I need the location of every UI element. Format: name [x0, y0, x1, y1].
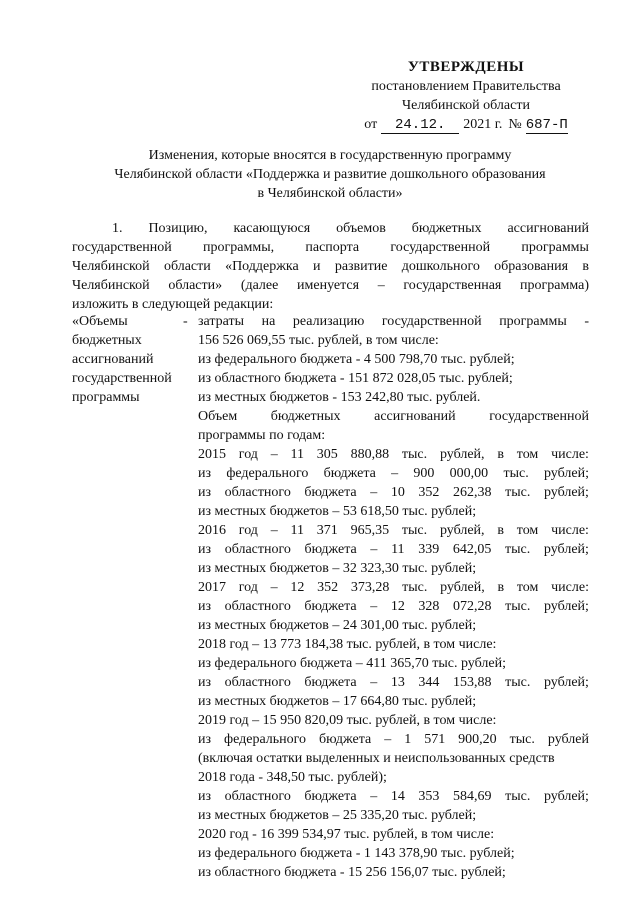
content-word: в [497, 580, 505, 595]
content-word: 373,28 [350, 580, 390, 595]
content-word: том [516, 447, 539, 462]
content-word: 10 [390, 485, 405, 500]
content-line: из местных бюджетов – 25 335,20 тыс. рублей; [198, 808, 477, 823]
content-line: из местных бюджетов – 24 301,00 тыс. рублей; [198, 618, 477, 633]
position-label [72, 312, 182, 407]
content-word: 11 [391, 542, 405, 557]
content-word: 900 [413, 466, 435, 481]
content-line: 2020 год - 16 399 534,97 тыс. рублей, в том числе: [198, 827, 495, 842]
content-word: из [198, 732, 212, 747]
approval-line-2: Челябинской области [402, 98, 530, 113]
content-word: год [238, 580, 258, 595]
content-word: – [370, 542, 378, 557]
content-word: тыс. [505, 675, 531, 690]
paragraph-word: Челябинской [72, 259, 150, 274]
content-word: федерального [226, 466, 309, 481]
paragraph-word: области [163, 259, 211, 274]
content-word: 328 [418, 599, 440, 614]
paragraph-word: государственной [72, 240, 172, 255]
document-heading [70, 146, 590, 203]
content-word: тыс. [503, 466, 529, 481]
number-sign: № [508, 117, 522, 132]
content-line [198, 730, 589, 749]
content-line: из областного бюджета - 151 872 028,05 тыс. рублей; [198, 371, 513, 386]
content-word: – [270, 523, 278, 538]
content-line [198, 464, 589, 483]
content-word: рублей; [543, 789, 589, 804]
content-word: – [370, 789, 378, 804]
paragraph-word: (далее [240, 278, 279, 293]
content-word: тыс. [505, 485, 531, 500]
content-line [198, 540, 589, 559]
content-word: 965,35 [350, 523, 390, 538]
content-word: государственной [489, 409, 589, 424]
paragraph-line-3 [72, 257, 589, 276]
content-word: 344 [418, 675, 440, 690]
content-word: рублей; [543, 466, 589, 481]
content-line: из федерального бюджета - 1 143 378,90 тыс. рублей; [198, 846, 515, 861]
content-word: рублей [547, 732, 589, 747]
approval-stamp [350, 58, 582, 134]
label-line: государственной [72, 371, 172, 386]
content-word: бюджета [304, 789, 357, 804]
content-line: 2018 года - 348,50 тыс. рублей); [198, 770, 387, 785]
content-word: 153,88 [453, 675, 492, 690]
content-word: 642,05 [452, 542, 492, 557]
content-word: 305 [316, 447, 338, 462]
content-word: – [370, 599, 378, 614]
paragraph-word: дошкольного [401, 259, 480, 274]
content-word: тыс. [509, 732, 535, 747]
content-word: 072,28 [453, 599, 492, 614]
content-line: из местных бюджетов – 17 664,80 тыс. рублей; [198, 694, 477, 709]
content-word: 900,20 [458, 732, 497, 747]
content-word: 353 [418, 789, 440, 804]
content-word: из [198, 675, 212, 690]
content-word: 880,88 [350, 447, 390, 462]
content-word: тыс. [505, 599, 531, 614]
content-word: 2016 [198, 523, 226, 538]
content-word: 352 [317, 580, 339, 595]
content-line: из местных бюджетов – 32 323,30 тыс. рублей; [198, 561, 477, 576]
content-word: – [270, 447, 278, 462]
content-line [198, 521, 589, 540]
paragraph-line-5: изложить в следующей редакции: [72, 297, 274, 312]
paragraph-word: объемов [336, 221, 386, 236]
heading-line-3: в Челябинской области» [257, 186, 403, 201]
content-line: программы по годам: [198, 428, 326, 443]
paragraph-word: 1. [112, 221, 123, 236]
content-word: - [584, 314, 589, 329]
content-word: рублей; [543, 542, 589, 557]
content-word: 339 [418, 542, 440, 557]
content-word: программы [499, 314, 567, 329]
content-word: областного [224, 542, 291, 557]
content-word: 11 [290, 447, 304, 462]
paragraph-word: ассигнований [507, 221, 589, 236]
content-word: тыс. [401, 523, 428, 538]
content-word: бюджета [304, 675, 357, 690]
content-line: (включая остатки выделенных и неиспользованных средств [198, 751, 555, 766]
paragraph-word: в [582, 259, 589, 274]
content-word: реализацию [292, 314, 365, 329]
paragraph-word: Челябинской [72, 278, 150, 293]
content-word: из [198, 466, 212, 481]
paragraph-word: программы [521, 240, 589, 255]
paragraph-word: государственная [403, 278, 502, 293]
content-word: – [391, 466, 399, 481]
content-word: том [516, 580, 539, 595]
content-word: в [497, 523, 504, 538]
content-word: тыс. [401, 447, 428, 462]
content-line: 156 526 069,55 тыс. рублей, в том числе: [198, 333, 439, 348]
content-word: рублей; [543, 599, 589, 614]
content-word: числе: [551, 447, 589, 462]
content-word: 11 [290, 523, 304, 538]
content-word: 352 [418, 485, 440, 500]
paragraph-word: государственной [390, 240, 491, 255]
content-word: – [370, 675, 378, 690]
label-dash: - [183, 314, 188, 329]
content-word: тыс. [505, 789, 531, 804]
content-word: из [198, 485, 212, 500]
content-word: областного [224, 485, 291, 500]
content-word: год [238, 523, 258, 538]
intro-paragraph [72, 219, 589, 314]
position-content [198, 312, 589, 882]
paragraph-word: «Поддержка [225, 259, 299, 274]
paragraph-word: программа) [520, 278, 589, 293]
content-line [198, 787, 589, 806]
label-line: бюджетных [72, 333, 142, 348]
content-line [198, 597, 589, 616]
content-word: областного [224, 675, 291, 690]
content-word: числе: [551, 523, 589, 538]
content-word: 371 [316, 523, 338, 538]
label-line: программы [72, 390, 140, 405]
content-word: 1 [404, 732, 412, 747]
content-word: федерального [224, 732, 307, 747]
content-word: – [370, 485, 378, 500]
content-word: затраты [198, 314, 245, 329]
content-word: том [516, 523, 539, 538]
content-word: 12 [290, 580, 305, 595]
content-word: 571 [424, 732, 446, 747]
content-word: – [384, 732, 392, 747]
content-word: из [198, 542, 212, 557]
content-line [198, 483, 589, 502]
heading-line-1: Изменения, которые вносятся в государственную программу [148, 148, 512, 163]
number-value: 687-П [525, 117, 568, 133]
content-line: 2019 год – 15 950 820,09 тыс. рублей, в том числе: [198, 713, 497, 728]
content-line [198, 578, 589, 597]
content-word: рублей; [543, 485, 589, 500]
content-word: тыс. [402, 580, 428, 595]
heading-line-2: Челябинской области «Поддержка и развитие дошкольного образования [114, 167, 546, 182]
date-prefix: от [364, 117, 378, 132]
content-word: на [261, 314, 276, 329]
content-word: рублей, [440, 580, 485, 595]
paragraph-word: Позицию, [148, 221, 208, 236]
content-line [198, 673, 589, 692]
date-value: 24.12. [381, 117, 459, 134]
paragraph-word: развитие [334, 259, 388, 274]
content-word: 2015 [198, 447, 226, 462]
content-word: бюджета [304, 542, 357, 557]
paragraph-word: бюджетных [411, 221, 482, 236]
content-word: бюджетных [270, 409, 341, 424]
content-word: ассигнований [374, 409, 456, 424]
content-line: из федерального бюджета - 4 500 798,70 тыс. рублей; [198, 352, 515, 367]
content-word: государственной [381, 314, 482, 329]
content-line [198, 407, 589, 426]
paragraph-word: образования [494, 259, 569, 274]
content-word: областного [224, 599, 291, 614]
content-word: 12 [390, 599, 405, 614]
content-line: из местных бюджетов – 53 618,50 тыс. рублей; [198, 504, 477, 519]
content-line: из федерального бюджета – 411 365,70 тыс. рублей; [198, 656, 506, 671]
content-word: 262,38 [453, 485, 492, 500]
content-word: Объем [198, 409, 238, 424]
content-word: год [238, 447, 258, 462]
approval-date-line [350, 115, 582, 134]
content-word: числе: [551, 580, 589, 595]
content-line: 2018 год – 13 773 184,38 тыс. рублей, в том числе: [198, 637, 497, 652]
paragraph-word: и [313, 259, 321, 274]
year-text: 2021 г. [463, 117, 503, 132]
paragraph-word: паспорта [305, 240, 360, 255]
content-word: 13 [390, 675, 405, 690]
label-line: ассигнований [72, 352, 154, 367]
paragraph-word: именуется [297, 278, 360, 293]
approval-line-1: постановлением Правительства [371, 79, 561, 94]
content-word: 14 [390, 789, 405, 804]
content-word: 584,69 [453, 789, 492, 804]
content-word: в [497, 447, 504, 462]
paragraph-word: касающуюся [233, 221, 311, 236]
content-word: рублей, [439, 523, 485, 538]
content-word: – [270, 580, 278, 595]
content-word: бюджета [319, 732, 372, 747]
content-word: бюджета [304, 599, 357, 614]
content-line [198, 445, 589, 464]
content-line: из областного бюджета - 15 256 156,07 тыс. рублей; [198, 865, 506, 880]
content-word: рублей, [439, 447, 485, 462]
paragraph-line-2 [72, 238, 589, 257]
approval-title: УТВЕРЖДЕНЫ [407, 59, 525, 75]
content-line: из местных бюджетов - 153 242,80 тыс. рублей. [198, 390, 481, 405]
content-word: рублей; [543, 675, 589, 690]
content-word: 2017 [198, 580, 226, 595]
content-line [198, 312, 589, 331]
content-word: бюджета [304, 485, 357, 500]
content-word: из [198, 789, 212, 804]
paragraph-word: программы, [203, 240, 275, 255]
paragraph-line-4 [72, 276, 589, 295]
paragraph-word: области» [168, 278, 223, 293]
content-word: областного [224, 789, 291, 804]
label-line: «Объемы [72, 314, 128, 329]
content-word: тыс. [505, 542, 531, 557]
content-word: из [198, 599, 212, 614]
paragraph-word: – [377, 278, 385, 293]
paragraph-line-1 [72, 219, 589, 238]
content-word: 000,00 [449, 466, 489, 481]
content-word: бюджета [323, 466, 376, 481]
